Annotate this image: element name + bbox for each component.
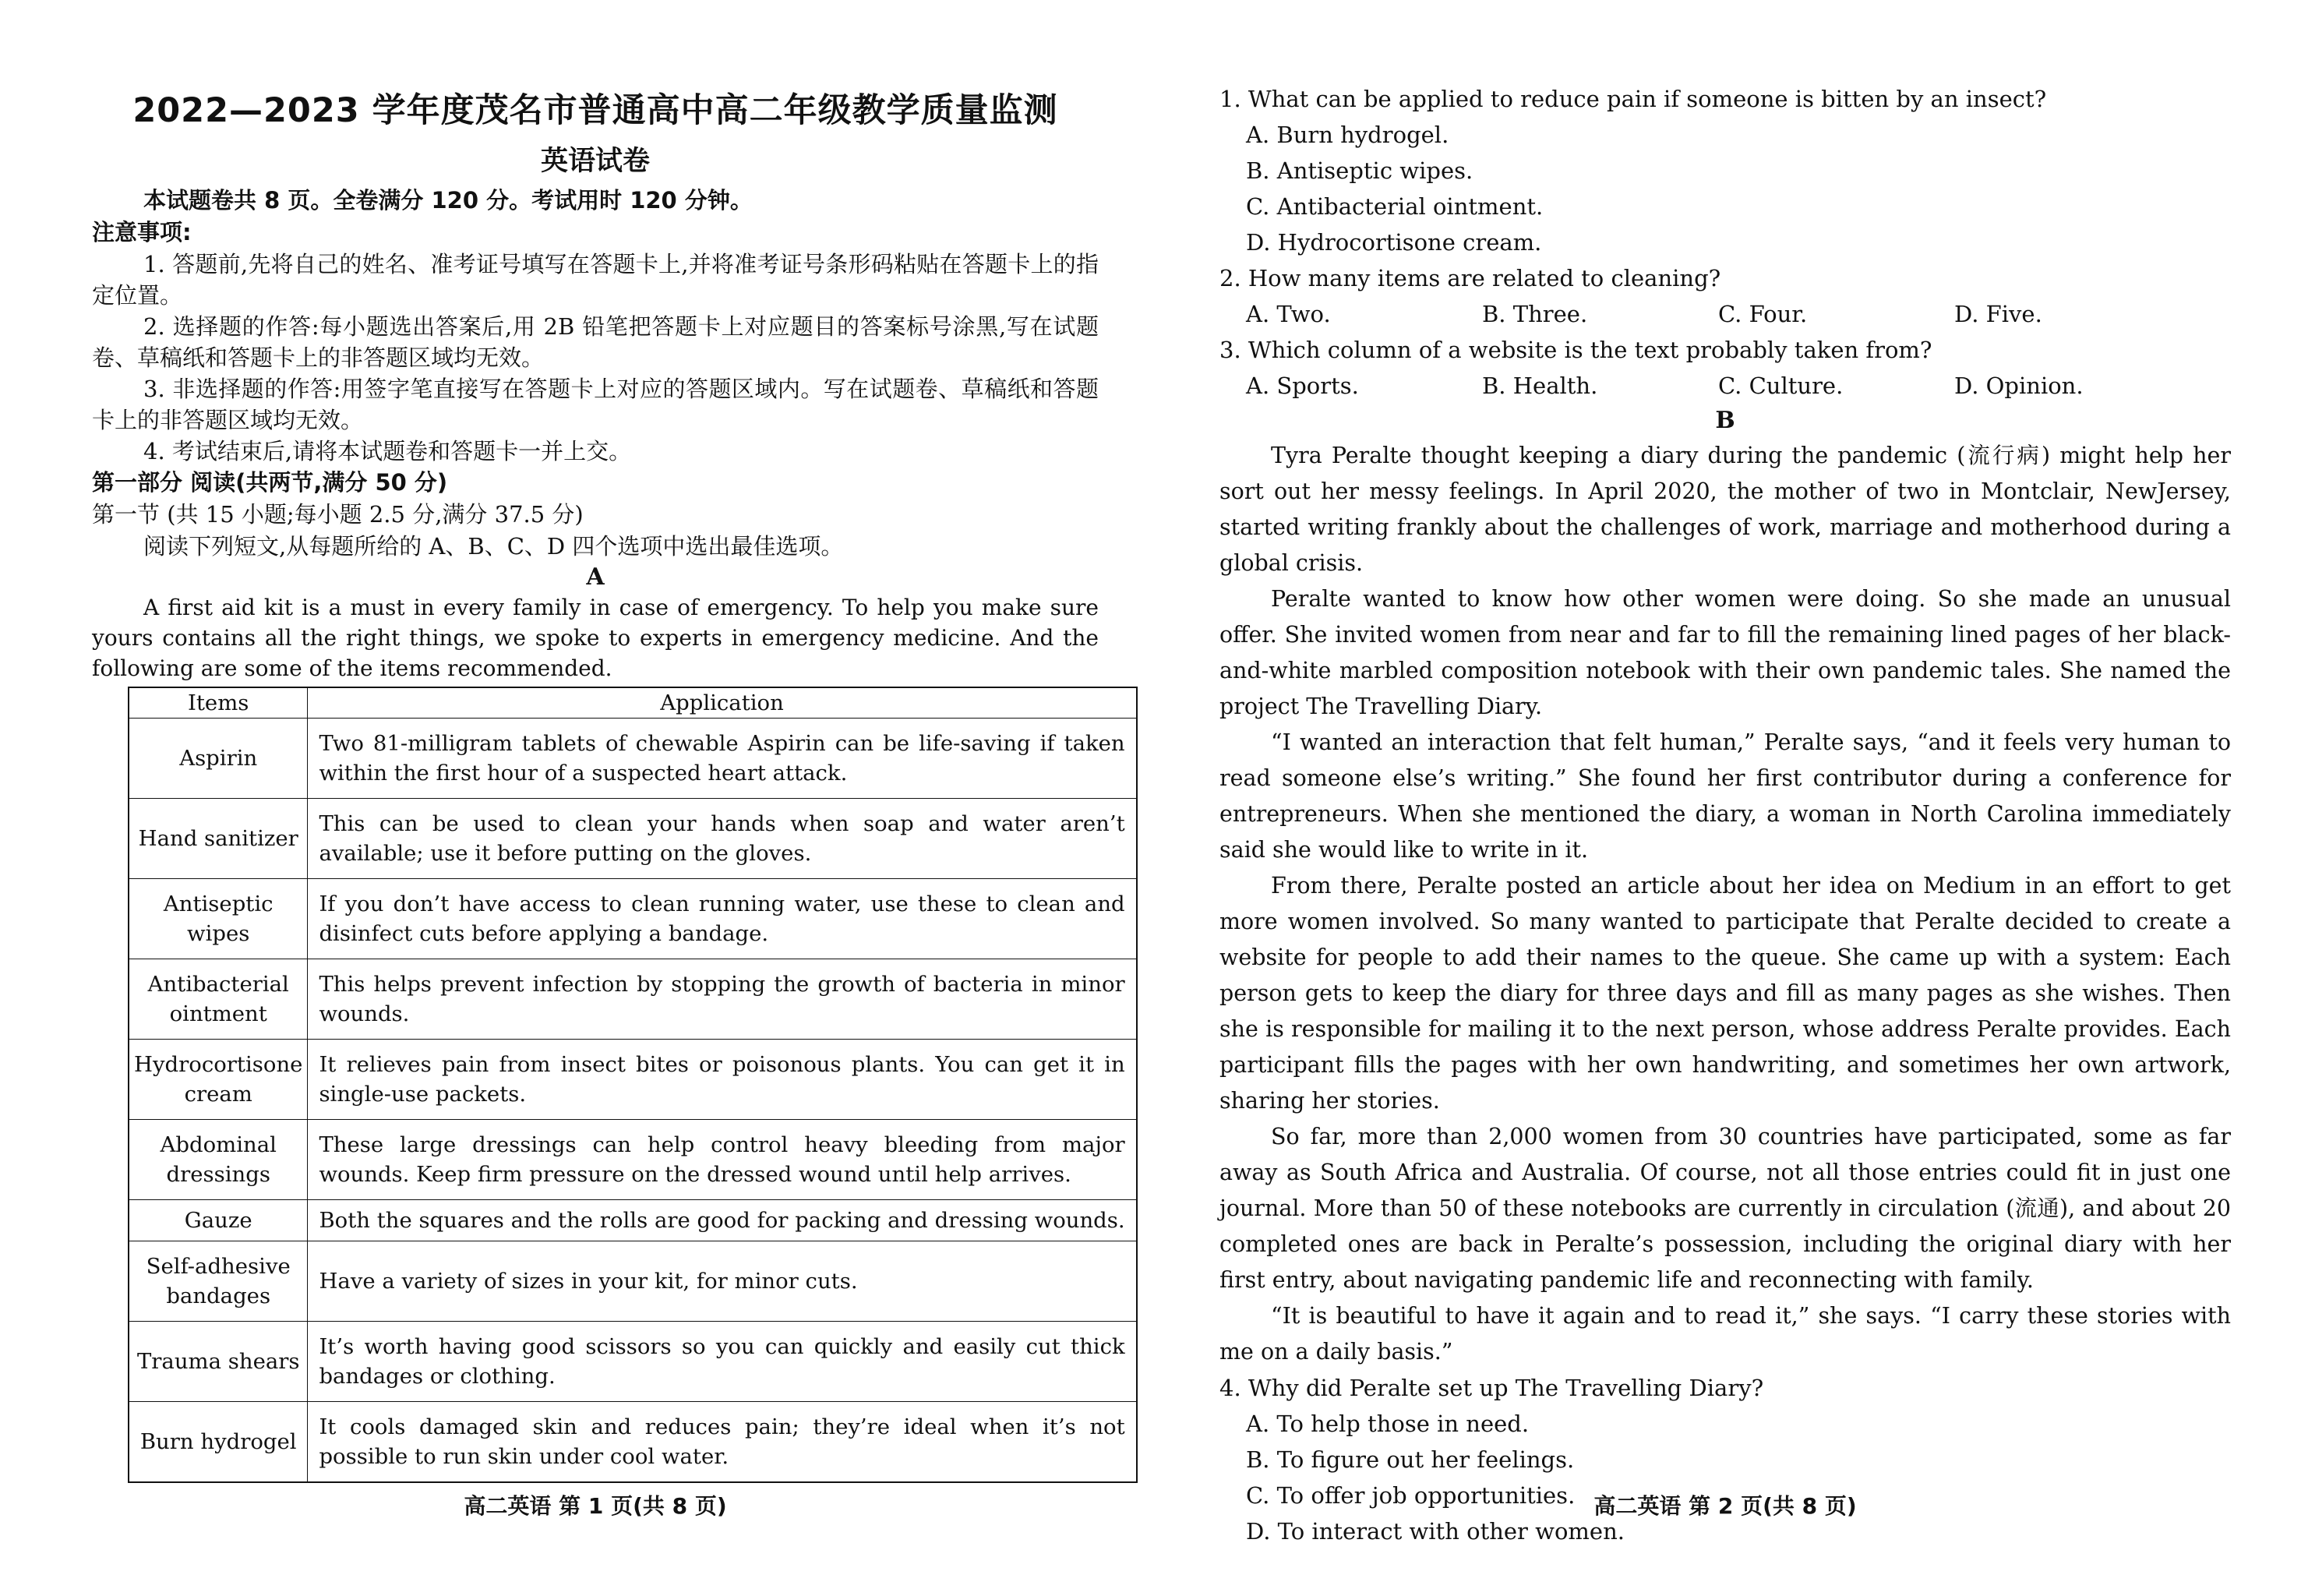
question-1-option-a: A. Burn hydrogel. <box>1246 122 1449 148</box>
table-row <box>129 799 1137 879</box>
question-3-options <box>1219 368 2231 404</box>
item-application: If you don’t have access to clean running water, use these to clean and disinfect cuts before applying a bandage. <box>308 879 1137 959</box>
item-name: Hydrocortisone cream <box>129 1040 308 1120</box>
instruction: 阅读下列短文,从每题所给的 A、B、C、D 四个选项中选出最佳选项。 <box>143 533 844 560</box>
question-3-option-b: B. Health. <box>1482 373 1598 399</box>
question-2-option-c: C. Four. <box>1718 301 1808 327</box>
notice-1: 1. 答题前,先将自己的姓名、准考证号填写在答题卡上,并将准考证号条形码粘贴在答题卡上的指定位置。 <box>92 251 1099 309</box>
question-4-stem: 4. Why did Peralte set up The Travelling Diary? <box>1219 1375 1764 1401</box>
item-name: Trauma shears <box>129 1322 308 1402</box>
notice-3: 3. 非选择题的作答:用签字笔直接写在答题卡上对应的答题区域内。写在试题卷、草稿纸和答题卡上的非答题区域均无效。 <box>92 376 1099 433</box>
passage-a-letter: A <box>586 563 605 591</box>
item-application: This helps prevent infection by stopping the growth of bacteria in minor wounds. <box>308 959 1137 1040</box>
table-row <box>129 1200 1137 1241</box>
question-2-option-a: A. Two. <box>1246 301 1331 327</box>
item-application: It relieves pain from insect bites or poisonous plants. You can get it in single-use packets. <box>308 1040 1137 1120</box>
exam-subtitle: 英语试卷 <box>540 146 650 177</box>
item-application: It cools damaged skin and reduces pain; they’re ideal when it’s not possible to run skin under cool water. <box>308 1402 1137 1483</box>
item-name: Self-adhesive bandages <box>129 1241 308 1322</box>
table-header-row <box>129 687 1137 719</box>
passage-b-paragraph: So far, more than 2,000 women from 30 countries have participated, some as far away as South Africa and Australia. Of course, not all those entries could fit in just one journal. More than 50 of these notebooks are currently in circulation (流通), and about 20 completed ones are back in Peralte’s possession, including the original diary with her first entry, about navigating pandemic life and reconnecting with family. <box>1219 1124 2231 1293</box>
question-2-options <box>1219 296 2231 332</box>
page-1 <box>92 0 1125 1596</box>
question-2-stem: 2. How many items are related to cleaning? <box>1219 265 1721 291</box>
question-3-option-c: C. Culture. <box>1718 373 1844 399</box>
item-application: It’s worth having good scissors so you can quickly and easily cut thick bandages or clothing. <box>308 1322 1137 1402</box>
question-1-stem: 1. What can be applied to reduce pain if someone is bitten by an insect? <box>1219 86 2047 112</box>
table-row <box>129 1402 1137 1483</box>
item-name: Hand sanitizer <box>129 799 308 879</box>
page-footer: 高二英语 第 1 页(共 8 页) <box>464 1493 727 1519</box>
table-row <box>129 1241 1137 1322</box>
question-4-option-b: B. To figure out her feelings. <box>1246 1446 1575 1473</box>
question-2-option-b: B. Three. <box>1482 301 1588 327</box>
item-name: Abdominal dressings <box>129 1120 308 1200</box>
passage-a-intro: A first aid kit is a must in every family in case of emergency. To help you make sure yours contains all the right things, we spoke to experts in emergency medicine. And the following are some of the items recommended. <box>92 595 1099 681</box>
passage-b-paragraph: Peralte wanted to know how other women were doing. So she made an unusual offer. She invited women from near and far to fill the remaining lined pages of her black-and-white marbled composition notebook with their own pandemic tales. She named the project The Travelling Diary. <box>1219 586 2231 719</box>
item-application: Both the squares and the rolls are good for packing and dressing wounds. <box>308 1200 1137 1241</box>
item-application: This can be used to clean your hands when soap and water aren’t available; use it before putting on the gloves. <box>308 799 1137 879</box>
item-application: Have a variety of sizes in your kit, for minor cuts. <box>308 1241 1137 1322</box>
exam-title: 2022—2023 学年度茂名市普通高中高二年级教学质量监测 <box>132 91 1058 130</box>
question-1-option-d: D. Hydrocortisone cream. <box>1246 229 1542 256</box>
page-footer: 高二英语 第 2 页(共 8 页) <box>1593 1493 1857 1519</box>
question-1-option-b: B. Antiseptic wipes. <box>1246 157 1473 184</box>
table-row <box>129 719 1137 799</box>
question-4-option-a: A. To help those in need. <box>1246 1411 1530 1437</box>
table-row <box>129 1040 1137 1120</box>
question-3-stem: 3. Which column of a website is the text probably taken from? <box>1219 337 1932 363</box>
table-row <box>129 959 1137 1040</box>
item-application: These large dressings can help control heavy bleeding from major wounds. Keep firm pressure on the dressed wound until help arrives. <box>308 1120 1137 1200</box>
table-row <box>129 1120 1137 1200</box>
notice-2: 2. 选择题的作答:每小题选出答案后,用 2B 铅笔把答题卡上对应题目的答案标号涂黑,写在试题卷、草稿纸和答题卡上的非答题区域均无效。 <box>92 313 1099 371</box>
table-header-application: Application <box>308 687 1137 719</box>
section1-heading: 第一节 (共 15 小题;每小题 2.5 分,满分 37.5 分) <box>92 501 584 528</box>
notice-heading: 注意事项: <box>92 219 192 245</box>
notice-4: 4. 考试结束后,请将本试题卷和答题卡一并上交。 <box>143 438 632 464</box>
question-3-option-a: A. Sports. <box>1246 373 1359 399</box>
table-row <box>129 879 1137 959</box>
passage-b-paragraph: “I wanted an interaction that felt human,” Peralte says, “and it feels very human to read someone else’s writing.” She found her first contributor during a conference for entrepreneurs. When she mentioned the diary, a woman in North Carolina immediately said she would like to write in it. <box>1219 729 2231 863</box>
part1-heading: 第一部分 阅读(共两节,满分 50 分) <box>92 469 448 496</box>
item-name: Burn hydrogel <box>129 1402 308 1483</box>
item-name: Antibacterial ointment <box>129 959 308 1040</box>
question-4-option-d: D. To interact with other women. <box>1246 1518 1625 1545</box>
question-4-option-c: C. To offer job opportunities. <box>1246 1482 1576 1509</box>
item-name: Antiseptic wipes <box>129 879 308 959</box>
passage-b-paragraph: From there, Peralte posted an article about her idea on Medium in an effort to get more women involved. So many wanted to participate that Peralte decided to create a website for people to add their names to the queue. She came up with a system: Each person gets to keep the diary for three days and fill as many pages as she wishes. Then she is responsible for mailing it to the next person, whose address Peralte provides. Each participant fills the pages with her own handwriting, and sometimes her own artwork, sharing her stories. <box>1219 873 2231 1114</box>
passage-b-paragraph: “It is beautiful to have it again and to read it,” she says. “I carry these stories with me on a daily basis.” <box>1219 1303 2231 1365</box>
question-2-option-d: D. Five. <box>1954 301 2042 327</box>
first-aid-table <box>128 687 1138 1483</box>
item-name: Gauze <box>129 1200 308 1241</box>
passage-b-letter: B <box>1715 407 1735 434</box>
passage-b-paragraph: Tyra Peralte thought keeping a diary during the pandemic (流行病) might help her sort out her messy feelings. In April 2020, the mother of two in Montclair, NewJersey, started writing frankly about the challenges of work, marriage and motherhood during a global crisis. <box>1219 443 2231 576</box>
page-2 <box>1219 0 2231 1596</box>
question-3-option-d: D. Opinion. <box>1954 373 2084 399</box>
table-row <box>129 1322 1137 1402</box>
item-name: Aspirin <box>129 719 308 799</box>
table-header-items: Items <box>129 687 308 719</box>
question-1-option-c: C. Antibacterial ointment. <box>1246 193 1544 220</box>
exam-info: 本试题卷共 8 页。全卷满分 120 分。考试用时 120 分钟。 <box>143 187 753 214</box>
item-application: Two 81-milligram tablets of chewable Aspirin can be life-saving if taken within the first hour of a suspected heart attack. <box>308 719 1137 799</box>
